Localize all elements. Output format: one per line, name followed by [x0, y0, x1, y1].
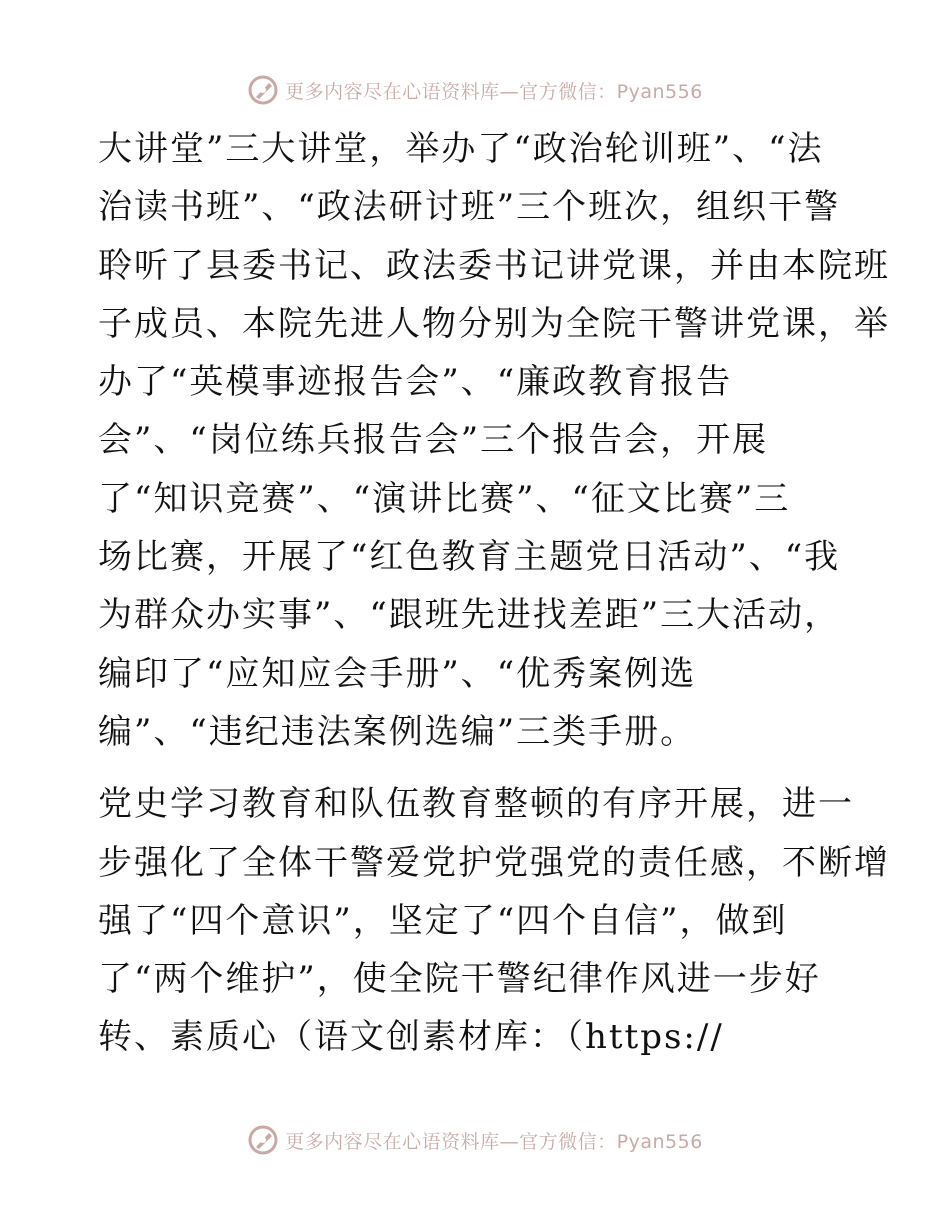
brand-logo-icon: [247, 74, 279, 106]
text-line: 了“两个维护”，使全院干警纪律作风进一步好: [98, 959, 821, 1000]
paragraph-2: [98, 775, 890, 1066]
text-line: 党史学习教育和队伍教育整顿的有序开展，进一: [98, 784, 854, 825]
text-line: 大讲堂”三大讲堂，举办了“政治轮训班”、“法: [98, 129, 824, 169]
brand-logo-icon: [247, 1124, 279, 1156]
watermark-text: 更多内容尽在心语资料库—官方微信：Pyan556: [285, 80, 703, 103]
text-line: 编”、“违纪违法案例选编”三类手册。: [98, 711, 697, 752]
footer-watermark: [0, 1120, 950, 1160]
text-line: 步强化了全体干警爱党护党强党的责任感，不断增: [98, 842, 890, 883]
text-line: 场比赛，开展了“红色教育主题党日活动”、“我: [98, 537, 841, 578]
text-line: 办了“英模事迹报告会”、“廉政教育报告: [98, 362, 733, 403]
text-line: 会”、“岗位练兵报告会”三个报告会，开展: [98, 420, 769, 461]
text-line: 聆听了县委书记、政法委书记讲党课，并由本院班: [98, 245, 890, 286]
text-line: 为群众办实事”、“跟班先进找差距”三大活动，: [98, 595, 841, 636]
text-line: 了“知识竞赛”、“演讲比赛”、“征文比赛”三: [98, 478, 791, 519]
paragraph-1: [98, 120, 890, 761]
text-line: 转、素质心（语文创素材库：（https://: [98, 1017, 724, 1058]
text-line: 治读书班”、“政法研讨班”三个班次，组织干警: [98, 187, 841, 228]
document-body: [98, 120, 890, 1067]
text-line: 子成员、本院先进人物分别为全院干警讲党课，举: [98, 303, 890, 344]
text-line: 编印了“应知应会手册”、“优秀案例选: [98, 653, 697, 694]
header-watermark: [0, 70, 950, 110]
text-line: 强了“四个意识”，坚定了“四个自信”，做到: [98, 900, 788, 941]
watermark-text: 更多内容尽在心语资料库—官方微信：Pyan556: [285, 1130, 703, 1153]
